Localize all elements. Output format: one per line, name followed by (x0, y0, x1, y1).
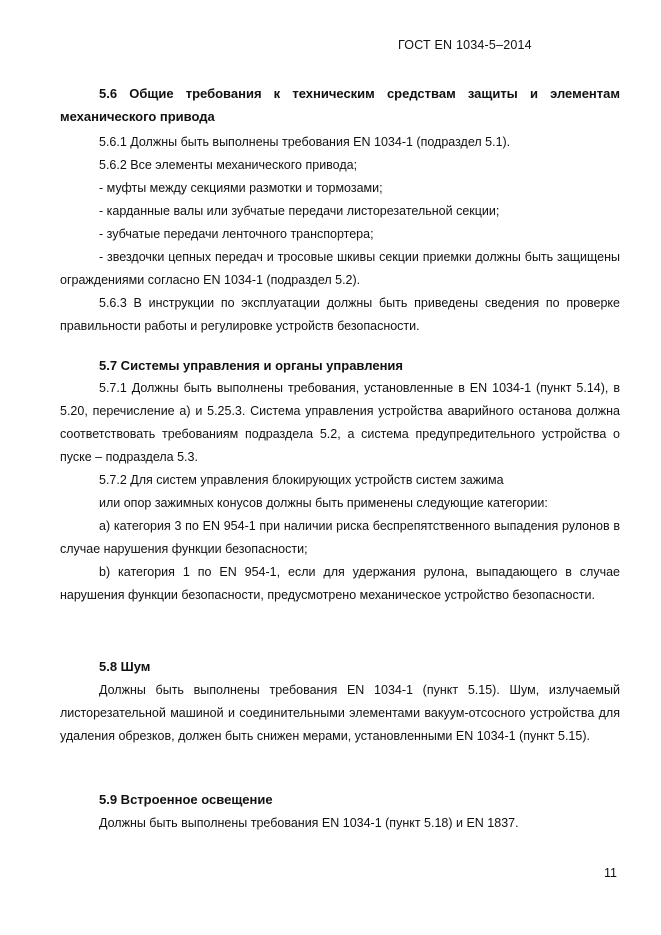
list-item-couplings: - муфты между секциями размотки и тормозами; (99, 181, 383, 195)
paragraph-5-9: Должны быть выполнены требования EN 1034-1 (пункт 5.18) и EN 1837. (99, 816, 519, 830)
paragraph-5-7-2-line2: или опор зажимных конусов должны быть применены следующие категории: (99, 496, 548, 510)
paragraph-5-7-2-line1: 5.7.2 Для систем управления блокирующих устройств систем зажима (99, 473, 504, 487)
list-item-cardan-shafts: - карданные валы или зубчатые передачи листорезательной секции; (99, 204, 500, 218)
document-header: ГОСТ EN 1034-5–2014 (398, 38, 532, 52)
paragraph-5-6-3: 5.6.3 В инструкции по эксплуатации должны быть приведены сведения по проверке правильности работы и регулировке устройств безопасности. (60, 296, 620, 333)
page-number: 11 (604, 866, 617, 880)
paragraph-5-7-1: 5.7.1 Должны быть выполнены требования, установленные в EN 1034-1 (пункт 5.14), в 5.20, перечисление a) и 5.25.3. Система управления устройства аварийного останова должна соответствовать требованиям подраздела 5.2, а система предупредительного устройства о пуске – подраздела 5.3. (60, 381, 620, 464)
paragraph-5-6-1: 5.6.1 Должны быть выполнены требования EN 1034-1 (подраздел 5.1). (99, 135, 511, 149)
section-5-6-heading: 5.6 Общие требования к техническим средствам защиты и элементам механического привода (60, 86, 620, 124)
paragraph-5-8: Должны быть выполнены требования EN 1034-1 (пункт 5.15). Шум, излучаемый листорезательной машиной и соединительными элементами вакуум-отсосного устройства для удаления обрезков, должен быть снижен мерами, установленными EN 1034-1 (пункт 5.15). (60, 683, 620, 743)
paragraph-5-6-2: 5.6.2 Все элементы механического привода; (99, 158, 358, 172)
list-item-category-1: b) категория 1 по EN 954-1, если для удержания рулона, выпадающего в случае нарушения функции безопасности, предусмотрено механическое устройство безопасности. (60, 565, 620, 602)
list-item-category-3: a) категория 3 по EN 954-1 при наличии риска беспрепятственного выпадения рулонов в случае нарушения функции безопасности; (60, 519, 620, 556)
list-item-conveyor-gears: - зубчатые передачи ленточного транспортера; (99, 227, 374, 241)
section-5-8-heading: 5.8 Шум (99, 659, 151, 674)
list-item-sprockets: - звездочки цепных передач и тросовые шкивы секции приемки должны быть защищены ограждениями согласно EN 1034-1 (подраздел 5.2). (60, 250, 620, 287)
section-5-7-heading: 5.7 Системы управления и органы управления (99, 358, 403, 373)
section-5-9-heading: 5.9 Встроенное освещение (99, 792, 273, 807)
